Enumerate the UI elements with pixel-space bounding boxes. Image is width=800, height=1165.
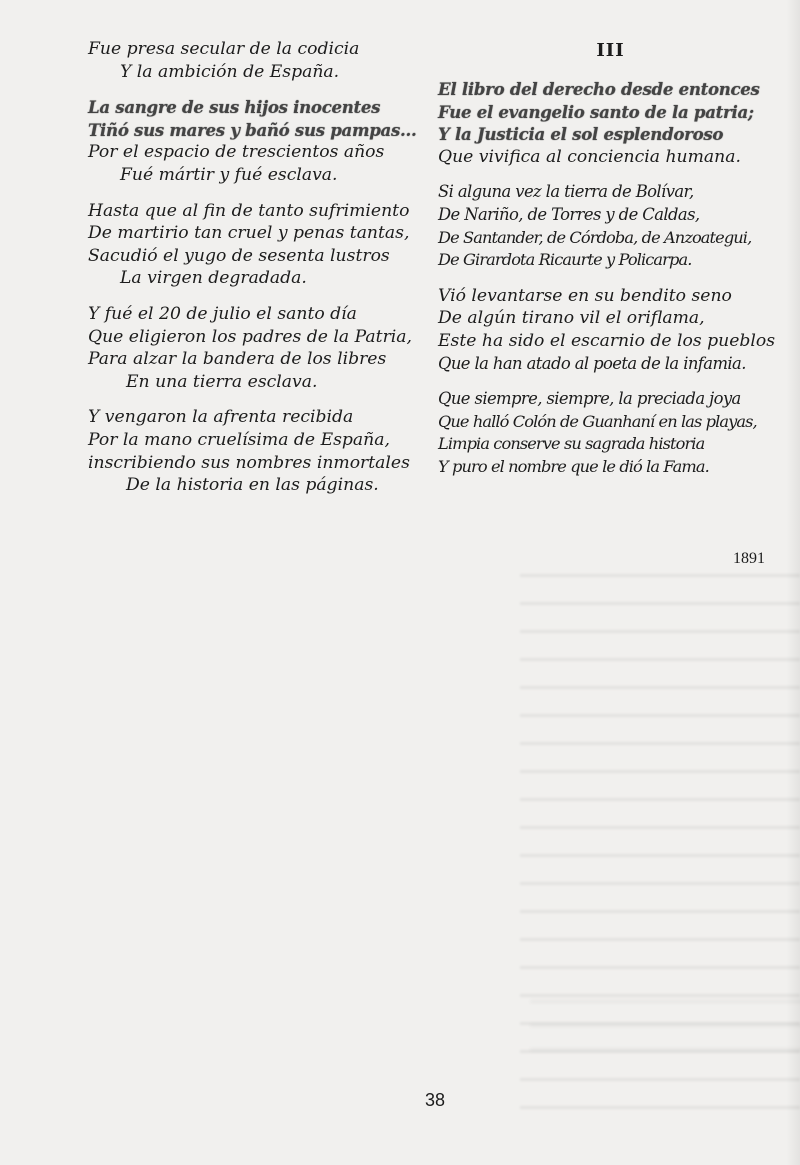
right-poem-column [438, 38, 783, 492]
stanza [88, 38, 428, 83]
verse-line: De la historia en las páginas. [126, 475, 379, 496]
verse-line: Y fué el 20 de julio el santo día [88, 303, 357, 324]
verse-line: Y puro el nombre que le dió la Fama. [438, 456, 709, 476]
page-number: 38 [424, 1090, 446, 1110]
verse-line: En una tierra esclava. [126, 371, 318, 392]
verse-line: Y la ambición de España. [120, 61, 340, 82]
verse-line: Tiñó sus mares y bañó sus pampas... [88, 119, 417, 140]
verse-line: El libro del derecho desde entonces [438, 79, 760, 99]
stanza [88, 200, 428, 290]
verse-line: De martirio tan cruel y penas tantas, [88, 223, 410, 244]
stanza [88, 303, 428, 393]
verse-line: De Girardota Ricaurte y Policarpa. [438, 250, 692, 270]
page-edge-shadow [786, 0, 800, 1165]
verse-line: Que siempre, siempre, la preciada joya [438, 389, 741, 409]
verse-line: Y vengaron la afrenta recibida [88, 407, 354, 428]
verse-line: Fue el evangelio santo de la patria; [438, 101, 754, 122]
verse-line: Para alzar la bandera de los libres [88, 349, 387, 370]
left-poem-column [88, 38, 428, 510]
stanza [438, 181, 783, 271]
poem-date: 1891 [733, 550, 765, 567]
stanza [438, 78, 783, 168]
verse-line: Fué mártir y fué esclava. [120, 164, 338, 185]
verse-line: Que vivifica al conciencia humana. [438, 146, 741, 167]
verse-line: Por el espacio de trescientos años [88, 142, 385, 163]
bleed-through-texture-lower [530, 990, 800, 1060]
verse-line: Fue presa secular de la codicia [88, 39, 360, 59]
verse-line: Que eligieron los padres de la Patria, [88, 326, 412, 347]
verse-line: Sacudió el yugo de sesenta lustros [88, 245, 390, 266]
stanza [88, 406, 428, 496]
verse-line: Que halló Colón de Guanhaní en las playas, [438, 411, 757, 431]
stanza [438, 388, 783, 478]
verse-line: La virgen degradada. [120, 268, 307, 289]
verse-line: Limpia conserve su sagrada historia [438, 434, 705, 454]
stanza [88, 96, 428, 186]
verse-line: Que la han atado al poeta de la infamia. [438, 353, 746, 373]
verse-line: Este ha sido el escarnio de los pueblos [438, 330, 776, 351]
verse-line: inscribiendo sus nombres inmortales [88, 452, 410, 473]
verse-line: Vió levantarse en su bendito seno [438, 285, 732, 306]
stanza [438, 285, 783, 375]
section-heading: III [596, 40, 625, 61]
verse-line: De Nariño, de Torres y de Caldas, [438, 204, 700, 224]
verse-line: Y la Justicia el sol esplendoroso [438, 124, 724, 145]
verse-line: De Santander, de Córdoba, de Anzoategui, [438, 227, 752, 247]
verse-line: De algún tirano vil el oriflama, [438, 308, 705, 329]
verse-line: Si alguna vez la tierra de Bolívar, [438, 182, 694, 202]
verse-line: La sangre de sus hijos inocentes [88, 97, 381, 118]
verse-line: Hasta que al fin de tanto sufrimiento [88, 200, 410, 221]
verse-line: Por la mano cruelísima de España, [88, 429, 390, 450]
